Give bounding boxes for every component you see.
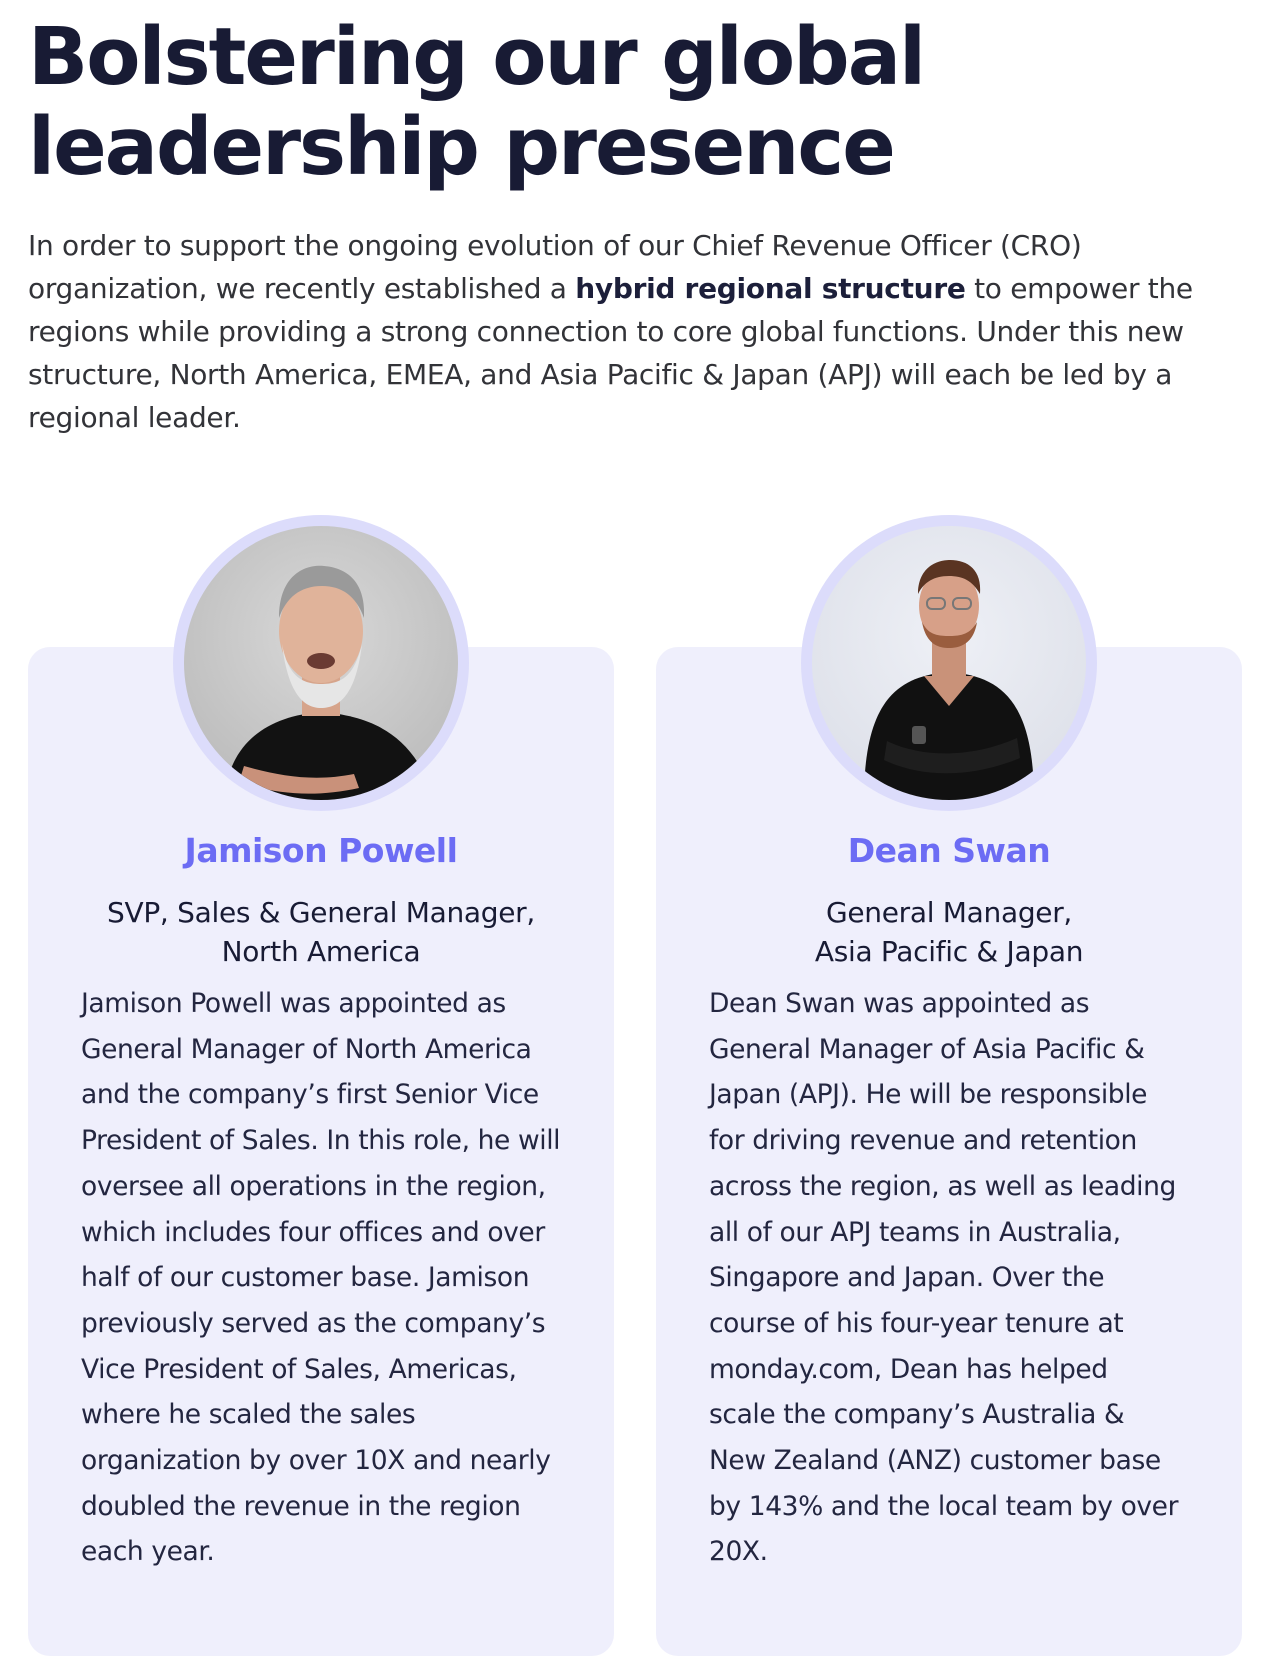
bio-line: oversee all operations in the region, [81,1170,546,1202]
leader-bio [709,981,1199,1575]
bio-line: doubled the revenue in the region [81,1490,521,1522]
page-headline [28,12,1128,192]
bio-line: Japan (APJ). He will be responsible [709,1079,1148,1111]
bio-line: which includes four offices and over [81,1216,545,1248]
intro-paragraph [28,224,1248,439]
bio-line: organization by over 10X and nearly [81,1445,551,1477]
bio-line: half of our customer base. Jamison [81,1262,530,1294]
bio-line: by 143% and the local team by over [709,1490,1179,1522]
intro-text-after: to empower the regions while providing a strong connection to core global functions. Under this new structure, North America, EMEA, and Asia Pacific & Japan (APJ) will each be led by a regional leader. [28,272,1193,434]
bio-line: Dean Swan was appointed as [709,988,1090,1019]
leader-photo-jamison [184,526,458,800]
role-line-1: SVP, Sales & General Manager, [107,896,535,929]
leader-name: Dean Swan [847,831,1051,870]
headline-line-2: leadership presence [28,101,894,193]
bio-line: monday.com, Dean has helped [709,1353,1108,1385]
bio-line: where he scaled the sales [81,1399,416,1431]
bio-line: each year. [81,1536,215,1568]
bio-line: Jamison Powell was appointed as [81,988,506,1019]
bio-line: for driving revenue and retention [709,1125,1137,1157]
intro-text-before: In order to support the ongoing evolution of our Chief Revenue Officer (CRO) organization, we recently established a [28,229,1082,305]
role-line-2: Asia Pacific & Japan [814,935,1084,968]
bio-line: and the company’s first Senior Vice [81,1079,539,1111]
leader-role [28,893,614,971]
leader-photo-ring [173,515,469,811]
bio-line: 20X. [709,1536,768,1568]
intro-text-bold: hybrid regional structure [575,272,966,305]
bio-line: Singapore and Japan. Over the [709,1262,1105,1294]
bio-line: scale the company’s Australia & [709,1399,1125,1431]
bio-line: across the region, as well as leading [709,1170,1176,1202]
bio-line: General Manager of Asia Pacific & [709,1033,1145,1065]
leader-bio [81,981,571,1575]
leader-photo-ring [801,515,1097,811]
leader-photo-dean [812,526,1086,800]
headline-line-1: Bolstering our global [28,11,925,103]
leader-role [656,893,1242,971]
bio-line: New Zealand (ANZ) customer base [709,1445,1161,1477]
bio-line: Vice President of Sales, Americas, [81,1353,517,1385]
bio-line: General Manager of North America [81,1033,532,1065]
bio-line: President of Sales. In this role, he will [81,1125,561,1157]
bio-line: course of his four-year tenure at [709,1307,1124,1339]
bio-line: previously served as the company’s [81,1307,546,1339]
bio-line: all of our APJ teams in Australia, [709,1216,1121,1248]
role-line-2: North America [221,935,421,968]
role-line-1: General Manager, [825,896,1073,929]
leader-name: Jamison Powell [184,831,458,870]
